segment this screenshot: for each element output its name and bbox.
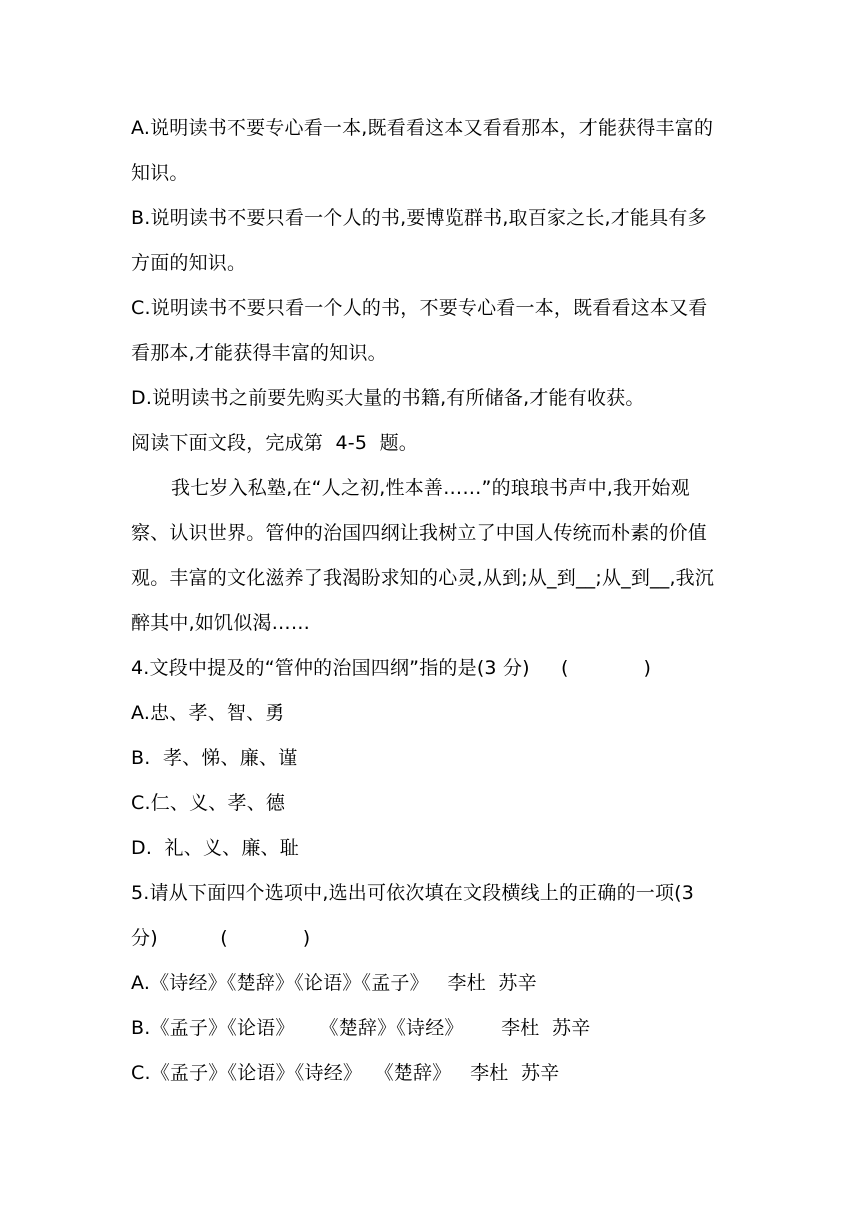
passage-line-1: 我七岁入私塾,在“人之初,性本善……”的琅琅书声中,我开始观: [171, 477, 690, 499]
q4-option-c: C.仁、义、孝、德: [131, 792, 286, 814]
option-c-line-2: 看那本,才能获得丰富的知识。: [131, 342, 387, 364]
reading-instruction: 阅读下面文段，完成第 4-5 题。: [131, 432, 418, 454]
option-d-line: D.说明读书之前要先购买大量的书籍,有所储备,才能有收获。: [131, 387, 645, 409]
option-b-line-1: B.说明读书不要只看一个人的书,要博览群书,取百家之长,才能具有多: [131, 207, 707, 229]
question-4: 4.文段中提及的“管仲的治国四纲”指的是(3 分) ( ): [131, 657, 652, 679]
option-c-line-1: C.说明读书不要只看一个人的书，不要专心看一本，既看看这本又看: [131, 297, 708, 319]
option-a-line-1: A.说明读书不要专心看一本,既看看这本又看看那本，才能获得丰富的: [131, 117, 714, 139]
option-a-line-2: 知识。: [131, 162, 189, 184]
q5-option-a: A.《诗经》《楚辞》《论语》《孟子》 李杜 苏辛: [131, 972, 537, 994]
q5-option-b: B.《孟子》《论语》 《楚辞》《诗经》 李杜 苏辛: [131, 1017, 591, 1039]
q5-option-c: C.《孟子》《论语》《诗经》 《楚辞》 李杜 苏辛: [131, 1062, 560, 1084]
passage-line-3: 观。丰富的文化滋养了我渴盼求知的心灵,从到;从_到__;从_到__,我沉: [131, 567, 715, 589]
q4-option-b: B. 孝、悌、廉、谨: [131, 747, 298, 769]
question-5-line-1: 5.请从下面四个选项中,选出可依次填在文段横线上的正确的一项(3: [131, 882, 695, 904]
option-b-line-2: 方面的知识。: [131, 252, 247, 274]
q4-option-d: D. 礼、义、廉、耻: [131, 837, 299, 859]
passage-line-4: 醉其中,如饥似渴……: [131, 612, 311, 634]
passage-line-2: 察、认识世界。管仲的治国四纲让我树立了中国人传统而朴素的价值: [131, 522, 708, 544]
document-page: [131, 106, 731, 1096]
q4-option-a: A.忠、孝、智、勇: [131, 702, 285, 724]
question-5-line-2: 分) ( ): [131, 927, 311, 949]
